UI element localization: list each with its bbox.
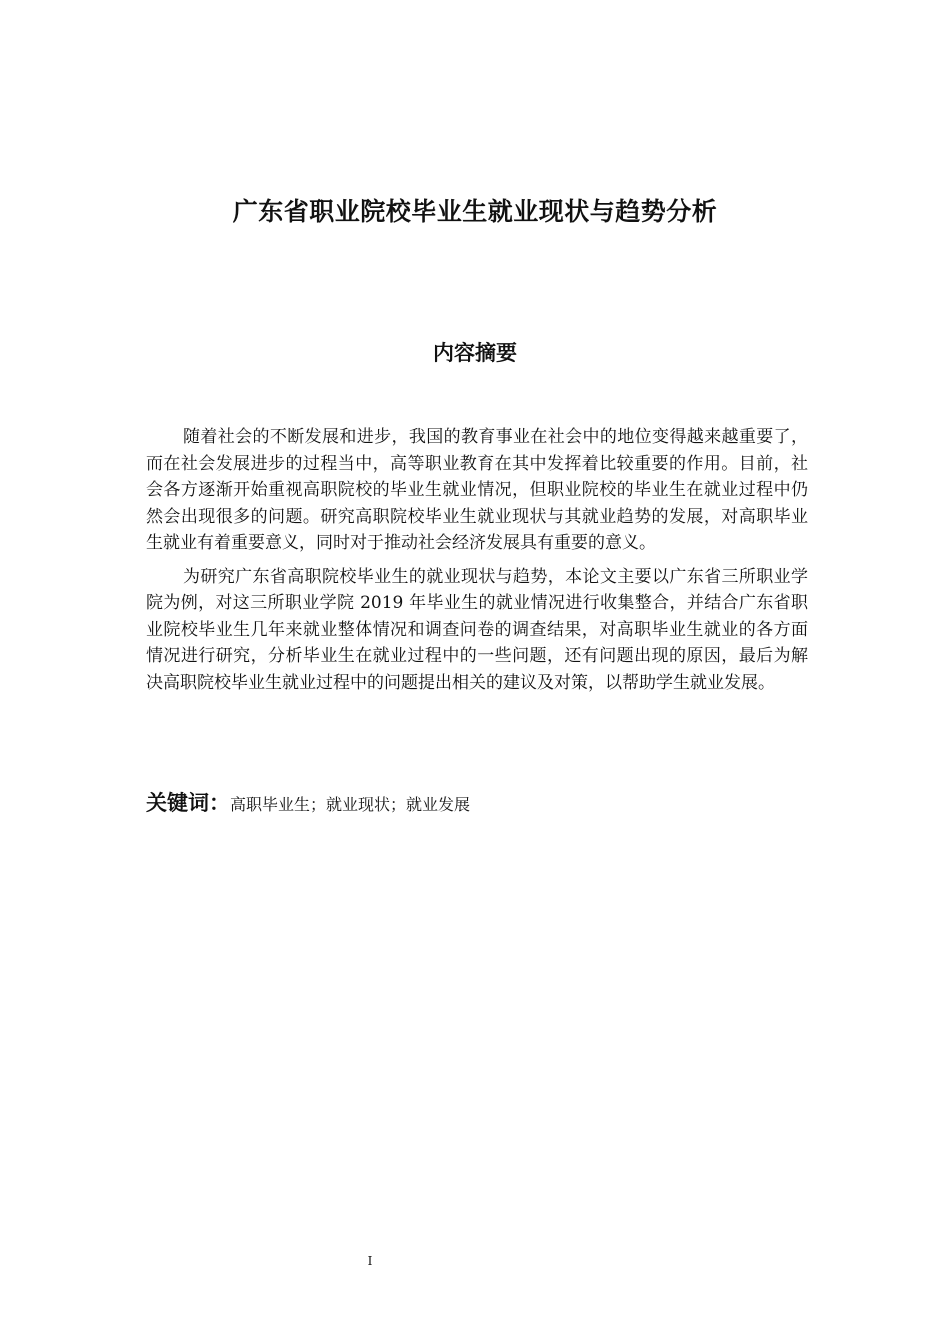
page-number: I [367, 1254, 373, 1268]
keywords-label: 关键词： [146, 791, 230, 815]
abstract-paragraph-2: 为研究广东省高职院校毕业生的就业现状与趋势，本论文主要以广东省三所职业学院为例，对这三所职业学院 2019 年毕业生的就业情况进行收集整合，并结合广东省职业院校毕业生几年来就业整体情况和调查问卷的调查结果，对高职毕业生就业的各方面情况进行研究，分析毕业生在就业过程中的一些问题，还有问题出现的原因，最后为解决高职院校毕业生就业过程中的问题提出相关的建议及对策，以帮助学生就业发展。 [146, 566, 808, 693]
abstract-body [146, 424, 808, 703]
abstract-heading: 内容摘要 [433, 341, 517, 365]
document-title: 广东省职业院校毕业生就业现状与趋势分析 [232, 197, 718, 226]
abstract-paragraph-1: 随着社会的不断发展和进步，我国的教育事业在社会中的地位变得越来越重要了，而在社会发展进步的过程当中，高等职业教育在其中发挥着比较重要的作用。目前，社会各方逐渐开始重视高职院校的毕业生就业情况，但职业院校的毕业生在就业过程中仍然会出现很多的问题。研究高职院校毕业生就业现状与其就业趋势的发展，对高职毕业生就业有着重要意义，同时对于推动社会经济发展具有重要的意义。 [146, 427, 808, 553]
keywords-text: 高职毕业生；就业现状；就业发展 [230, 795, 471, 814]
keywords-line [146, 788, 808, 820]
